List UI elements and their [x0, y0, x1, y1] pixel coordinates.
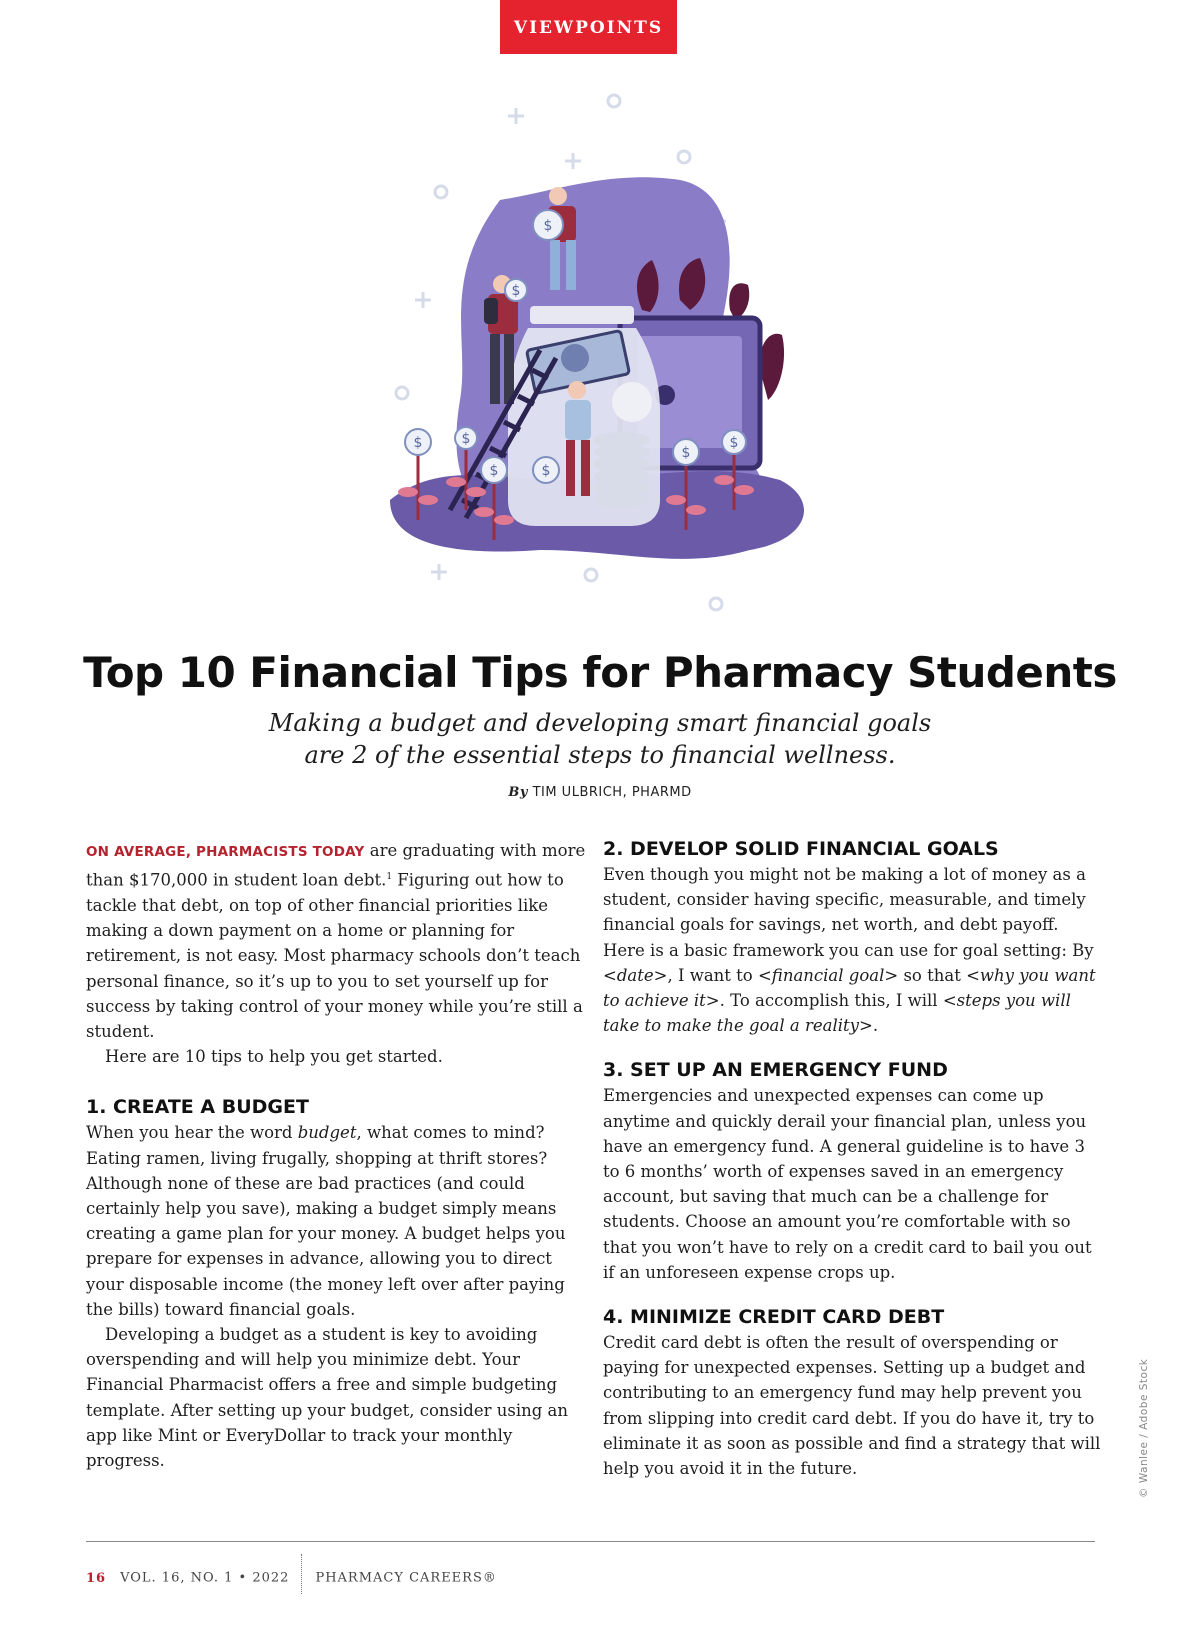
goals-text-e: .	[872, 1016, 879, 1036]
footer-divider	[86, 1541, 1095, 1542]
credit-paragraph: Credit card debt is often the result of overspending or paying for unexpected expenses. Setting up a budget and contributing to an emergency fund may help prevent you from slipping into credit card debt. If you do have it, try to eliminate it as soon as possible and find a strategy that will help you avoid it in the future.	[603, 1333, 1101, 1479]
svg-text:$: $	[729, 435, 739, 451]
footer-separator	[301, 1554, 303, 1594]
goals-em-date: <date>	[603, 965, 668, 985]
goals-text-b: , I want to	[667, 965, 758, 985]
lede-caps: ON AVERAGE, PHARMACISTS TODAY	[86, 844, 365, 860]
section-heading-credit: 4. MINIMIZE CREDIT CARD DEBT	[603, 1306, 945, 1329]
section-heading-emergency: 3. SET UP AN EMERGENCY FUND	[603, 1059, 948, 1082]
byline	[0, 785, 1200, 800]
intro-paragraph	[86, 838, 586, 1044]
intro-paragraph-2: Here are 10 tips to help you get started.	[105, 1047, 443, 1067]
byline-author: TIM ULBRICH, PHARMD	[532, 785, 692, 800]
publication-name: PHARMACY CAREERS®	[315, 1570, 497, 1586]
page-footer	[86, 1558, 497, 1598]
goals-em-steps: <steps you will take to make the goal a reality>	[603, 991, 1071, 1036]
intro-text-1: are graduating with more than $170,000 in student loan debt.	[86, 841, 586, 890]
budget-paragraph-1	[86, 1120, 586, 1322]
emergency-paragraph: Emergencies and unexpected expenses can come up anytime and quickly derail your financial plan, unless you have an emergency fund. A general guideline is to have 3 to 6 months’ worth of expenses saved in an emergency account, but saving that much can be a challenge for students. Choose an amount you’re comfortable with so that you won’t have to rely on a credit card to bail you out if an unforeseen expense crops up.	[603, 1086, 1092, 1282]
byline-prefix: By	[508, 785, 528, 800]
budget-emphasis: budget	[297, 1123, 357, 1143]
svg-text:$: $	[489, 463, 499, 479]
budget-text-b: , what comes to mind? Eating ramen, living frugally, shopping at thrift stores? Although none of these are bad practices (and could certainly help you save), making a budget simply means creating a game plan for your money. A budget helps you prepare for expenses in advance, allowing you to direct your disposable income (the money left over after paying the bills) toward financial goals.	[86, 1123, 566, 1319]
goals-text-d: . To accomplish this, I will	[719, 991, 943, 1011]
svg-text:$: $	[413, 435, 423, 451]
subtitle-line-1: Making a budget and developing smart financial goals	[268, 709, 932, 737]
svg-text:$: $	[511, 283, 521, 299]
section-tag: VIEWPOINTS	[500, 0, 677, 54]
section-heading-budget: 1. CREATE A BUDGET	[86, 1096, 309, 1119]
article-subtitle	[0, 707, 1200, 771]
goals-em-goal: <financial goal>	[757, 965, 899, 985]
goals-text-c: so that	[898, 965, 967, 985]
photo-credit: © Wanlee / Adobe Stock	[1138, 1358, 1150, 1498]
svg-text:$: $	[681, 445, 691, 461]
article-title: Top 10 Financial Tips for Pharmacy Students	[83, 648, 1117, 697]
budget-paragraph-2: Developing a budget as a student is key to avoiding overspending and will help you minimize debt. Your Financial Pharmacist offers a free and simple budgeting template. After setting up your budget, consider using an app like Mint or EveryDollar to track your monthly progress.	[86, 1324, 568, 1470]
goals-paragraph	[603, 862, 1103, 1038]
footnote-ref: 1	[386, 872, 393, 883]
left-column	[86, 838, 586, 1473]
page-number: 16	[86, 1570, 107, 1586]
budget-text-a: When you hear the word	[86, 1123, 298, 1143]
svg-text:$: $	[543, 218, 553, 234]
svg-text:$: $	[541, 463, 551, 479]
goals-em-why: <why you want to achieve it>	[603, 965, 1096, 1011]
intro-text-2: Figuring out how to tackle that debt, on top of other financial priorities like making a down payment on a home or planning for retirement, is not easy. Most pharmacy schools don’t teach personal finance, so it’s up to you to set yourself up for success by taking control of your money while you’re still a student.	[86, 870, 583, 1041]
jar-lid	[530, 306, 634, 324]
section-heading-goals: 2. DEVELOP SOLID FINANCIAL GOALS	[603, 838, 999, 860]
issue-info: VOL. 16, NO. 1 • 2022	[120, 1570, 290, 1586]
svg-text:$: $	[461, 431, 471, 447]
goals-text-a: Even though you might not be making a lot of money as a student, consider having specific, measurable, and timely financial goals for savings, net worth, and debt payoff. Here is a basic framework you can use for goal setting: By	[603, 865, 1094, 960]
money-jar-illustration	[380, 80, 860, 640]
right-column	[603, 836, 1103, 1481]
subtitle-line-2: are 2 of the essential steps to financial wellness.	[304, 741, 896, 769]
